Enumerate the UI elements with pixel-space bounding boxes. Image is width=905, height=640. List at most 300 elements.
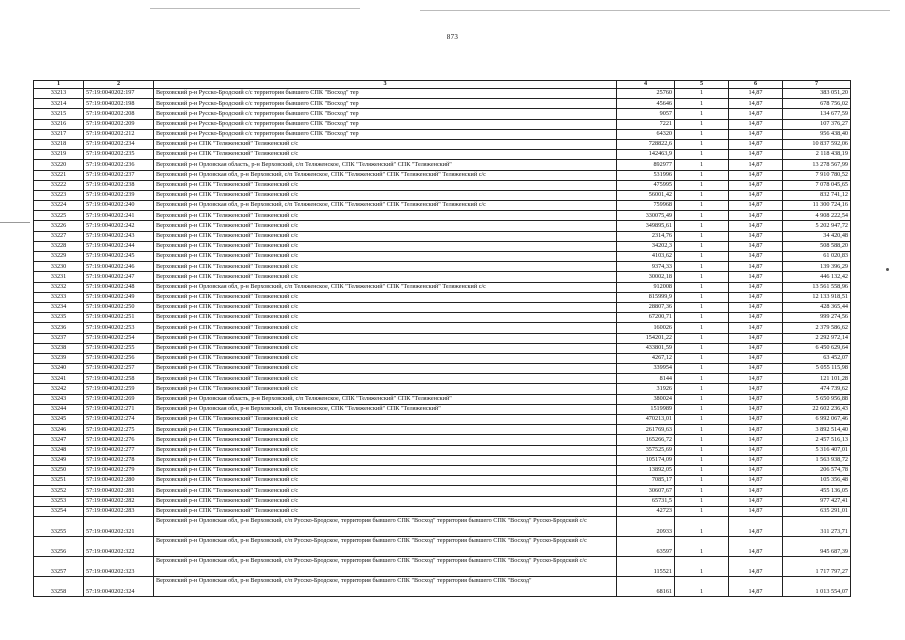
location: Верховский р-н Орловская область, р-н Верховский, с/п Теляженское, СПК "Теляженский" СПК "Теляженский": [154, 160, 617, 170]
location: Верховский р-н СПК "Теляженский" Теляженский с/с: [154, 415, 617, 425]
cadastral-number: 57:19:0040202:243: [84, 231, 154, 241]
table-row: [34, 180, 851, 190]
row-number: 33219: [34, 150, 84, 160]
table-body: [34, 89, 851, 597]
area-value: 115521: [617, 556, 675, 576]
location: Верховский р-н СПК "Теляженский" Теляженский с/с: [154, 455, 617, 465]
cadastral-value: 11 300 724,16: [783, 201, 851, 211]
cadastral-value: 455 136,05: [783, 486, 851, 496]
row-number: 33232: [34, 282, 84, 292]
table-row: [34, 252, 851, 262]
rate-value: 14,87: [729, 476, 783, 486]
share-value: 1: [675, 99, 729, 109]
location: Верховский р-н Орловская обл, р-н Верховский, с/п Теляженское, СПК "Теляженский" СПК "Теляженский" Теляженский с/с: [154, 282, 617, 292]
row-number: 33237: [34, 333, 84, 343]
area-value: 357525,69: [617, 445, 675, 455]
cadastral-value: 508 588,20: [783, 241, 851, 251]
share-value: 1: [675, 465, 729, 475]
column-header-1: 1: [34, 81, 84, 89]
share-value: 1: [675, 89, 729, 99]
row-number: 33248: [34, 445, 84, 455]
area-value: 349895,61: [617, 221, 675, 231]
area-value: 815999,9: [617, 292, 675, 302]
table-row: [34, 129, 851, 139]
column-header-7: 7: [783, 81, 851, 89]
location: Верховский р-н СПК "Теляженский" Теляженский с/с: [154, 374, 617, 384]
rate-value: 14,87: [729, 576, 783, 596]
location: Верховский р-н СПК "Теляженский" Теляженский с/с: [154, 272, 617, 282]
rate-value: 14,87: [729, 465, 783, 475]
row-number: 33235: [34, 313, 84, 323]
rate-value: 14,87: [729, 384, 783, 394]
cadastral-value: 134 677,59: [783, 109, 851, 119]
rate-value: 14,87: [729, 109, 783, 119]
cadastral-value: 6 992 067,46: [783, 415, 851, 425]
rate-value: 14,87: [729, 333, 783, 343]
share-value: 1: [675, 404, 729, 414]
column-header-3: 3: [154, 81, 617, 89]
location: Верховский р-н СПК "Теляженский" Теляженский с/с: [154, 313, 617, 323]
table-row: [34, 415, 851, 425]
row-number: 33225: [34, 211, 84, 221]
share-value: 1: [675, 394, 729, 404]
rate-value: 14,87: [729, 353, 783, 363]
location: Верховский р-н СПК "Теляженский" Теляженский с/с: [154, 211, 617, 221]
row-number: 33226: [34, 221, 84, 231]
cadastral-value: 4 908 222,54: [783, 211, 851, 221]
rate-value: 14,87: [729, 201, 783, 211]
cadastral-value: 5 316 407,01: [783, 445, 851, 455]
row-number: 33221: [34, 170, 84, 180]
rate-value: 14,87: [729, 343, 783, 353]
cadastral-value: 5 055 115,98: [783, 364, 851, 374]
rate-value: 14,87: [729, 364, 783, 374]
cadastral-number: 57:19:0040202:280: [84, 476, 154, 486]
location: Верховский р-н СПК "Теляженский" Теляженский с/с: [154, 139, 617, 149]
table-row: [34, 241, 851, 251]
location: Верховский р-н СПК "Теляженский" Теляженский с/с: [154, 150, 617, 160]
location: Верховский р-н Орловская обл, р-н Верховский, с/п Русско-Бродское, территория бывшего СПК "Восход" территория бывшего СПК "Восход" Русско-Бродский с/с: [154, 556, 617, 576]
area-value: 28807,36: [617, 302, 675, 312]
table-row: [34, 486, 851, 496]
cadastral-number: 57:19:0040202:278: [84, 455, 154, 465]
table-row: [34, 556, 851, 576]
cadastral-number: 57:19:0040202:283: [84, 506, 154, 516]
area-value: 759968: [617, 201, 675, 211]
area-value: 165266,72: [617, 435, 675, 445]
area-value: 912008: [617, 282, 675, 292]
cadastral-value: 5 650 956,88: [783, 394, 851, 404]
share-value: 1: [675, 231, 729, 241]
cadastral-number: 57:19:0040202:250: [84, 302, 154, 312]
share-value: 1: [675, 119, 729, 129]
share-value: 1: [675, 201, 729, 211]
share-value: 1: [675, 374, 729, 384]
row-number: 33256: [34, 536, 84, 556]
cadastral-value: 2 292 972,14: [783, 333, 851, 343]
row-number: 33223: [34, 190, 84, 200]
row-number: 33218: [34, 139, 84, 149]
row-number: 33240: [34, 364, 84, 374]
location: Верховский р-н Русско-Бродский с/с территория бывшего СПК "Восход" тер: [154, 119, 617, 129]
cadastral-value: 474 739,62: [783, 384, 851, 394]
location: Верховский р-н Русско-Бродский с/с территория бывшего СПК "Восход" тер: [154, 109, 617, 119]
row-number: 33217: [34, 129, 84, 139]
cadastral-number: 57:19:0040202:269: [84, 394, 154, 404]
location: Верховский р-н СПК "Теляженский" Теляженский с/с: [154, 262, 617, 272]
row-number: 33215: [34, 109, 84, 119]
share-value: 1: [675, 333, 729, 343]
row-number: 33244: [34, 404, 84, 414]
rate-value: 14,87: [729, 272, 783, 282]
table-row: [34, 384, 851, 394]
area-value: 728822,6: [617, 139, 675, 149]
location: Верховский р-н Орловская обл, р-н Верховский, с/п Русско-Бродское, территория бывшего СПК "Восход" территория бывшего СПК "Восход": [154, 576, 617, 596]
share-value: 1: [675, 496, 729, 506]
row-number: 33252: [34, 486, 84, 496]
location: Верховский р-н СПК "Теляженский" Теляженский с/с: [154, 241, 617, 251]
cadastral-value: 311 273,71: [783, 516, 851, 536]
area-value: 20933: [617, 516, 675, 536]
scan-artifact-dot: [886, 268, 889, 271]
location: Верховский р-н Орловская обл, р-н Верховский, с/п Теляженское, СПК "Теляженский" СПК "Теляженский" Теляженский с/с: [154, 170, 617, 180]
cadastral-value: 139 396,29: [783, 262, 851, 272]
share-value: 1: [675, 536, 729, 556]
location: Верховский р-н СПК "Теляженский" Теляженский с/с: [154, 364, 617, 374]
table-row: [34, 576, 851, 596]
cadastral-number: 57:19:0040202:253: [84, 323, 154, 333]
rate-value: 14,87: [729, 99, 783, 109]
share-value: 1: [675, 150, 729, 160]
location: Верховский р-н СПК "Теляженский" Теляженский с/с: [154, 465, 617, 475]
rate-value: 14,87: [729, 89, 783, 99]
area-value: 7221: [617, 119, 675, 129]
table-row: [34, 394, 851, 404]
rate-value: 14,87: [729, 241, 783, 251]
rate-value: 14,87: [729, 455, 783, 465]
location: Верховский р-н СПК "Теляженский" Теляженский с/с: [154, 476, 617, 486]
header-row: [34, 81, 851, 89]
area-value: 892977: [617, 160, 675, 170]
cadastral-number: 57:19:0040202:274: [84, 415, 154, 425]
rate-value: 14,87: [729, 404, 783, 414]
cadastral-value: 956 438,40: [783, 129, 851, 139]
rate-value: 14,87: [729, 282, 783, 292]
cadastral-value: 1 717 797,27: [783, 556, 851, 576]
area-value: 13892,05: [617, 465, 675, 475]
table-row: [34, 364, 851, 374]
cadastral-value: 446 132,42: [783, 272, 851, 282]
cadastral-value: 105 356,48: [783, 476, 851, 486]
table-row: [34, 425, 851, 435]
row-number: 33241: [34, 374, 84, 384]
table-row: [34, 323, 851, 333]
rate-value: 14,87: [729, 486, 783, 496]
location: Верховский р-н СПК "Теляженский" Теляженский с/с: [154, 384, 617, 394]
area-value: 42723: [617, 506, 675, 516]
area-value: 154201,22: [617, 333, 675, 343]
row-number: 33258: [34, 576, 84, 596]
row-number: 33245: [34, 415, 84, 425]
rate-value: 14,87: [729, 262, 783, 272]
area-value: 30002,18: [617, 272, 675, 282]
share-value: 1: [675, 425, 729, 435]
cadastral-value: 61 020,83: [783, 252, 851, 262]
cadastral-number: 57:19:0040202:244: [84, 241, 154, 251]
cadastral-value: 832 741,12: [783, 190, 851, 200]
table-row: [34, 150, 851, 160]
cadastral-number: 57:19:0040202:242: [84, 221, 154, 231]
rate-value: 14,87: [729, 374, 783, 384]
location: Верховский р-н СПК "Теляженский" Теляженский с/с: [154, 252, 617, 262]
area-value: 531996: [617, 170, 675, 180]
share-value: 1: [675, 292, 729, 302]
row-number: 33214: [34, 99, 84, 109]
area-value: 31926: [617, 384, 675, 394]
share-value: 1: [675, 180, 729, 190]
location: Верховский р-н Русско-Бродский с/с территория бывшего СПК "Восход" тер: [154, 89, 617, 99]
table-row: [34, 445, 851, 455]
table-row: [34, 272, 851, 282]
location: Верховский р-н СПК "Теляженский" Теляженский с/с: [154, 323, 617, 333]
cadastral-value: 7 910 780,52: [783, 170, 851, 180]
cadastral-number: 57:19:0040202:240: [84, 201, 154, 211]
share-value: 1: [675, 556, 729, 576]
location: Верховский р-н Орловская обл, р-н Верховский, с/п Русско-Бродское, территория бывшего СПК "Восход" территория бывшего СПК "Восход" Русско-Бродский с/с: [154, 536, 617, 556]
row-number: 33220: [34, 160, 84, 170]
cadastral-number: 57:19:0040202:259: [84, 384, 154, 394]
row-number: 33255: [34, 516, 84, 536]
location: Верховский р-н СПК "Теляженский" Теляженский с/с: [154, 302, 617, 312]
rate-value: 14,87: [729, 180, 783, 190]
rate-value: 14,87: [729, 313, 783, 323]
rate-value: 14,87: [729, 190, 783, 200]
rate-value: 14,87: [729, 292, 783, 302]
area-value: 261769,63: [617, 425, 675, 435]
area-value: 2314,76: [617, 231, 675, 241]
area-value: 330075,49: [617, 211, 675, 221]
rate-value: 14,87: [729, 445, 783, 455]
area-value: 64320: [617, 129, 675, 139]
area-value: 30607,67: [617, 486, 675, 496]
table-row: [34, 404, 851, 414]
location: Верховский р-н СПК "Теляженский" Теляженский с/с: [154, 343, 617, 353]
rate-value: 14,87: [729, 221, 783, 231]
cadastral-value: 13 278 567,99: [783, 160, 851, 170]
row-number: 33216: [34, 119, 84, 129]
location: Верховский р-н СПК "Теляженский" Теляженский с/с: [154, 496, 617, 506]
cadastral-number: 57:19:0040202:321: [84, 516, 154, 536]
rate-value: 14,87: [729, 435, 783, 445]
location: Верховский р-н СПК "Теляженский" Теляженский с/с: [154, 486, 617, 496]
cadastral-number: 57:19:0040202:209: [84, 119, 154, 129]
share-value: 1: [675, 160, 729, 170]
cadastral-value: 999 274,56: [783, 313, 851, 323]
cadastral-number: 57:19:0040202:245: [84, 252, 154, 262]
row-number: 33227: [34, 231, 84, 241]
cadastral-number: 57:19:0040202:247: [84, 272, 154, 282]
area-value: 65731,5: [617, 496, 675, 506]
rate-value: 14,87: [729, 536, 783, 556]
location: Верховский р-н Русско-Бродский с/с территория бывшего СПК "Восход" тер: [154, 129, 617, 139]
row-number: 33236: [34, 323, 84, 333]
cadastral-number: 57:19:0040202:282: [84, 496, 154, 506]
cadastral-value: 1 013 554,07: [783, 576, 851, 596]
rate-value: 14,87: [729, 496, 783, 506]
cadastral-value: 34 420,48: [783, 231, 851, 241]
cadastral-number: 57:19:0040202:249: [84, 292, 154, 302]
cadastral-number: 57:19:0040202:257: [84, 364, 154, 374]
share-value: 1: [675, 190, 729, 200]
share-value: 1: [675, 139, 729, 149]
cadastral-value: 1 563 938,72: [783, 455, 851, 465]
page-number: 873: [446, 33, 459, 41]
share-value: 1: [675, 282, 729, 292]
area-value: 4103,62: [617, 252, 675, 262]
location: Верховский р-н Орловская обл, р-н Верховский, с/п Теляженское, СПК "Теляженский" СПК "Теляженский": [154, 404, 617, 414]
table-row: [34, 455, 851, 465]
table-row: [34, 506, 851, 516]
row-number: 33233: [34, 292, 84, 302]
table-row: [34, 435, 851, 445]
table-row: [34, 516, 851, 536]
cadastral-value: 3 892 514,40: [783, 425, 851, 435]
location: Верховский р-н СПК "Теляженский" Теляженский с/с: [154, 445, 617, 455]
cadastral-number: 57:19:0040202:236: [84, 160, 154, 170]
cadastral-value: 2 379 586,62: [783, 323, 851, 333]
share-value: 1: [675, 109, 729, 119]
row-number: 33234: [34, 302, 84, 312]
cadastral-number: 57:19:0040202:256: [84, 353, 154, 363]
cadastral-value: 2 457 516,13: [783, 435, 851, 445]
cadastral-value: 945 687,39: [783, 536, 851, 556]
cadastral-number: 57:19:0040202:208: [84, 109, 154, 119]
table-row: [34, 374, 851, 384]
share-value: 1: [675, 455, 729, 465]
area-value: 433801,59: [617, 343, 675, 353]
row-number: 33239: [34, 353, 84, 363]
cadastral-value: 63 452,07: [783, 353, 851, 363]
location: Верховский р-н Русско-Бродский с/с территория бывшего СПК "Восход" тер: [154, 99, 617, 109]
area-value: 142463,9: [617, 150, 675, 160]
rate-value: 14,87: [729, 516, 783, 536]
cadastral-value: 977 427,41: [783, 496, 851, 506]
area-value: 4267,12: [617, 353, 675, 363]
cadastral-value: 12 133 918,51: [783, 292, 851, 302]
rate-value: 14,87: [729, 415, 783, 425]
cadastral-number: 57:19:0040202:246: [84, 262, 154, 272]
table-row: [34, 190, 851, 200]
table-row: [34, 211, 851, 221]
table-row: [34, 231, 851, 241]
area-value: 9374,33: [617, 262, 675, 272]
rate-value: 14,87: [729, 150, 783, 160]
rate-value: 14,87: [729, 302, 783, 312]
location: Верховский р-н СПК "Теляженский" Теляженский с/с: [154, 231, 617, 241]
cadastral-number: 57:19:0040202:238: [84, 180, 154, 190]
cadastral-value: 13 561 558,96: [783, 282, 851, 292]
area-value: 56001,42: [617, 190, 675, 200]
row-number: 33251: [34, 476, 84, 486]
table-row: [34, 99, 851, 109]
table-row: [34, 89, 851, 99]
location: Верховский р-н Орловская область, р-н Верховский, с/п Теляженское, СПК "Теляженский" СПК "Теляженский": [154, 394, 617, 404]
row-number: 33249: [34, 455, 84, 465]
cadastral-number: 57:19:0040202:279: [84, 465, 154, 475]
share-value: 1: [675, 170, 729, 180]
cadastral-value: 206 574,78: [783, 465, 851, 475]
table-row: [34, 476, 851, 486]
table-row: [34, 139, 851, 149]
cadastral-number: 57:19:0040202:324: [84, 576, 154, 596]
area-value: 63597: [617, 536, 675, 556]
row-number: 33254: [34, 506, 84, 516]
table-row: [34, 282, 851, 292]
cadastral-value: 10 837 592,06: [783, 139, 851, 149]
area-value: 34202,3: [617, 241, 675, 251]
table-row: [34, 170, 851, 180]
table-row: [34, 221, 851, 231]
area-value: 475995: [617, 180, 675, 190]
share-value: 1: [675, 353, 729, 363]
share-value: 1: [675, 252, 729, 262]
area-value: 105174,09: [617, 455, 675, 465]
location: Верховский р-н СПК "Теляженский" Теляженский с/с: [154, 435, 617, 445]
cadastral-value: 22 602 236,43: [783, 404, 851, 414]
location: Верховский р-н Орловская обл, р-н Верховский, с/п Теляженское, СПК "Теляженский" СПК "Теляженский" Теляженский с/с: [154, 201, 617, 211]
row-number: 33257: [34, 556, 84, 576]
table-row: [34, 292, 851, 302]
table-row: [34, 302, 851, 312]
rate-value: 14,87: [729, 252, 783, 262]
row-number: 33231: [34, 272, 84, 282]
column-header-2: 2: [84, 81, 154, 89]
area-value: 380024: [617, 394, 675, 404]
area-value: 67200,71: [617, 313, 675, 323]
cadastral-number: 57:19:0040202:323: [84, 556, 154, 576]
cadastral-value: 2 118 438,19: [783, 150, 851, 160]
cadastral-number: 57:19:0040202:248: [84, 282, 154, 292]
area-value: 160026: [617, 323, 675, 333]
rate-value: 14,87: [729, 506, 783, 516]
cadastral-number: 57:19:0040202:241: [84, 211, 154, 221]
cadastral-number: 57:19:0040202:275: [84, 425, 154, 435]
row-number: 33228: [34, 241, 84, 251]
table-row: [34, 496, 851, 506]
row-number: 33238: [34, 343, 84, 353]
share-value: 1: [675, 435, 729, 445]
cadastral-number: 57:19:0040202:271: [84, 404, 154, 414]
cadastral-value: 635 291,01: [783, 506, 851, 516]
share-value: 1: [675, 241, 729, 251]
table-row: [34, 465, 851, 475]
column-header-4: 4: [617, 81, 675, 89]
row-number: 33253: [34, 496, 84, 506]
cadastral-number: 57:19:0040202:255: [84, 343, 154, 353]
row-number: 33243: [34, 394, 84, 404]
location: Верховский р-н СПК "Теляженский" Теляженский с/с: [154, 333, 617, 343]
column-header-5: 5: [675, 81, 729, 89]
rate-value: 14,87: [729, 556, 783, 576]
location: Верховский р-н СПК "Теляженский" Теляженский с/с: [154, 425, 617, 435]
cadastral-number: 57:19:0040202:234: [84, 139, 154, 149]
row-number: 33229: [34, 252, 84, 262]
share-value: 1: [675, 262, 729, 272]
cadastral-number: 57:19:0040202:237: [84, 170, 154, 180]
cadastral-value: 121 101,28: [783, 374, 851, 384]
area-value: 470213,01: [617, 415, 675, 425]
cadastral-value: 107 376,27: [783, 119, 851, 129]
